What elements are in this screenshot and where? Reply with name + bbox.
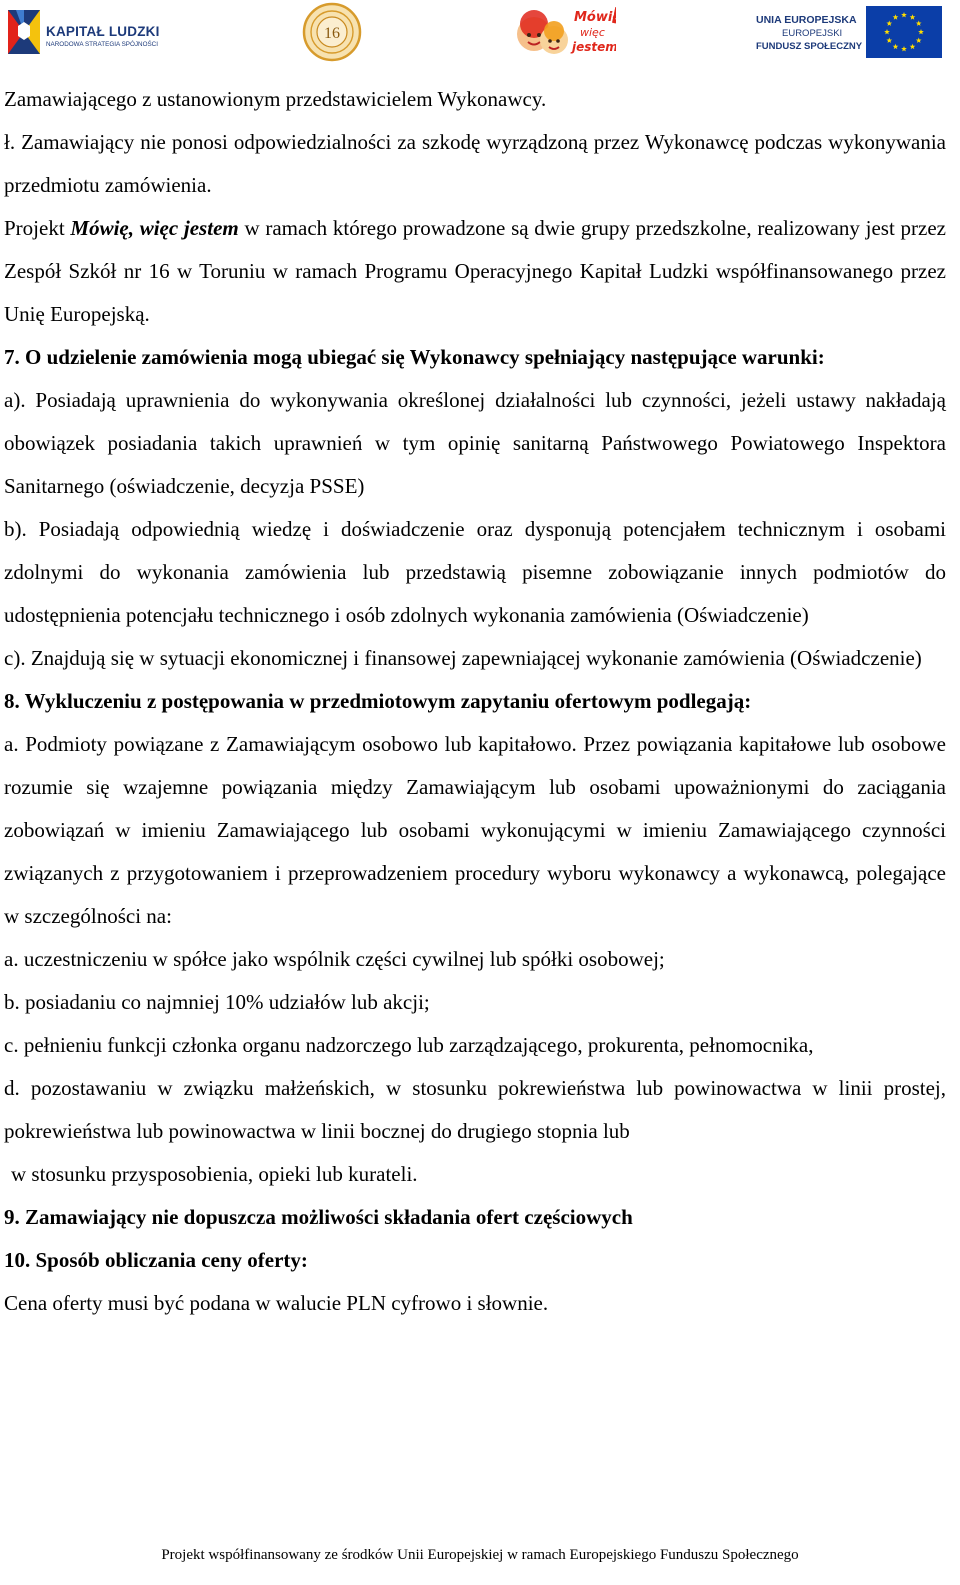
heading-section-7-text: 7. O udzielenie zamówienia mogą ubiegać się Wykonawcy spełniający następujące warunki: [4,345,825,369]
heading-section-10-text: 10. Sposób obliczania ceny oferty: [4,1248,308,1272]
heading-section-8 [4,680,946,723]
exclusion-item-1: a. uczestniczeniu w spółce jako wspólnik części cywilnej lub spółki osobowej; [4,947,665,971]
heading-section-8-text: 8. Wykluczeniu z postępowania w przedmiotowym zapytaniu ofertowym podlegają: [4,689,752,713]
school-seal-number: 16 [324,25,340,42]
condition-c: c). Znajdują się w sytuacji ekonomicznej i finansowej zapewniającej wykonanie zamówienia (Oświadczenie) [4,646,922,670]
children-faces-icon [512,2,616,62]
project-text-before: Projekt [4,216,71,240]
heading-section-9 [4,1196,946,1239]
eu-logo-line2: EUROPEJSKI [782,28,843,39]
school-seal-logo [302,2,362,62]
mowie-wiec-jestem-logo [512,2,616,62]
document-body [4,78,946,1325]
paragraph-contractor-representative: Zamawiającego z ustanowionym przedstawicielem Wykonawcy. [4,87,547,111]
heading-section-7 [4,336,946,379]
mwj-line3: jestem [572,40,616,54]
paragraph-liability: ł. Zamawiający nie ponosi odpowiedzialności za szkodę wyrządzoną przez Wykonawcę podczas wykonywania przedmiotu zamówienia. [4,130,946,197]
page-header [0,0,960,68]
kapital-ludzki-emblem-icon [4,4,44,60]
mwj-line1: Mówi [574,10,613,25]
kapital-ludzki-title: KAPITAŁ LUDZKI [46,24,160,39]
mwj-line2: więc [580,26,605,39]
project-name: Mówię, więc jestem [70,216,239,240]
eu-logo-line1: UNIA EUROPEJSKA [756,14,857,26]
exclusion-item-4-continued: w stosunku przysposobienia, opieki lub kurateli. [11,1162,418,1186]
eu-flag-icon [866,6,942,58]
exclusion-item-2: b. posiadaniu co najmniej 10% udziałów lub akcji; [4,990,430,1014]
condition-b: b). Posiadają odpowiednią wiedzę i doświadczenie oraz dysponują potencjałem technicznym i osobami zdolnymi do wykonania zamówienia lub przedstawią pisemne zobowiązanie innych podmiotów do udostępnienia potencjału technicznego i osób zdolnych wykonania zamówienia (Oświadczenie) [4,517,946,627]
school-seal-icon [302,2,362,62]
eu-social-fund-logo [752,4,944,60]
paragraph-price: Cena oferty musi być podana w walucie PLN cyfrowo i słownie. [4,1291,549,1315]
heading-section-10 [4,1239,946,1282]
paragraph-project [4,207,946,336]
page-footer: Projekt współfinansowany ze środków Unii Europejskiej w ramach Europejskiego Funduszu Społecznego [161,1547,799,1563]
kapital-ludzki-subtitle: NARODOWA STRATEGIA SPÓJNOŚCI [46,41,158,48]
condition-a: a). Posiadają uprawnienia do wykonywania określonej działalności lub czynności, jeżeli ustawy nakładają obowiązek posiadania takich uprawnień w tym opinię sanitarną Państwowego Powiatowego Inspektora Sanitarnego (oświadczenie, decyzja PSSE) [4,388,946,498]
kapital-ludzki-logo [4,4,166,60]
exclusion-item-3: c. pełnieniu funkcji członka organu nadzorczego lub zarządzającego, prokurenta, pełnomocnika, [4,1033,814,1057]
project-text-after: w ramach którego prowadzone są dwie grupy przedszkolne, realizowany jest przez Zespół Szkół nr 16 w Toruniu w ramach Programu Operacyjnego Kapitał Ludzki współfinansowanego przez Unię Europejską. [4,216,946,326]
exclusion-a: a. Podmioty powiązane z Zamawiającym osobowo lub kapitałowo. Przez powiązania kapitałowe lub osobowe rozumie się wzajemne powiązania między Zamawiającym lub osobami upoważnionymi do zaciągania zobowiązań w imieniu Zamawiającego lub osobami wykonującymi w imieniu Zamawiającego czynności związanych z przygotowaniem i przeprowadzeniem procedury wyboru wykonawcy a wykonawcą, polegające w szczególności na: [4,732,946,928]
svg-text:!: ! [607,3,616,30]
eu-logo-line3: FUNDUSZ SPOŁECZNY [756,41,863,52]
exclusion-item-4: d. pozostawaniu w związku małżeńskich, w stosunku pokrewieństwa lub powinowactwa w linii prostej, pokrewieństwa lub powinowactwa w linii bocznej do drugiego stopnia lub [4,1076,946,1143]
heading-section-9-text: 9. Zamawiający nie dopuszcza możliwości składania ofert częściowych [4,1205,633,1229]
